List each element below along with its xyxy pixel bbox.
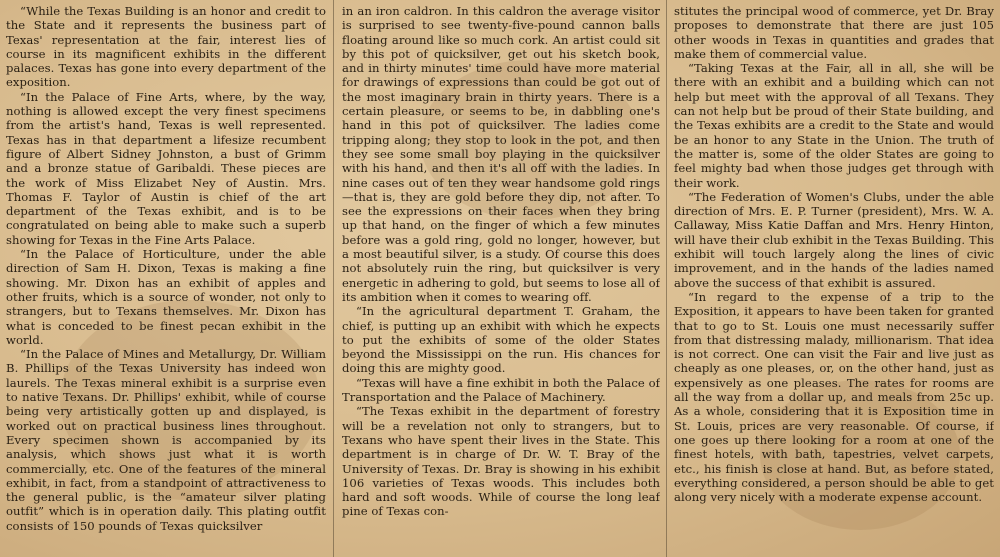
paragraph: “In the Palace of Fine Arts, where, by the way, nothing is allowed except the very finest specimens from the artist's hand, Texas is well represented. Texas has in that department a lifesize recumbent figure of Albert Sidney Johnston, a bust of Grimm and a bronze statue of Garibaldi. These pieces are the work of Miss Elizabet Ney of Austin. Mrs. Thomas F. Taylor of Austin is chief of the art department of the Texas exhibit, and is to be congratulated on being able to make such a superb showing for Texas in the Fine Arts Palace. [6, 89, 326, 247]
paragraph: stitutes the principal wood of commerce, yet Dr. Bray proposes to demonstrate that there are just 105 other woods in Texas in quantities and grades that make them of commercial value. [674, 4, 994, 61]
article-column-2 [342, 4, 660, 554]
paragraph: “In regard to the expense of a trip to the Exposition, it appears to have been taken for granted that to go to St. Louis one must necessarily suffer from that distressing malady, millionarism. That idea is not correct. One can visit the Fair and live just as cheaply as one pleases, or, on the other hand, just as expensively as one pleases. The rates for rooms are all the way from a dollar up, and meals from 25c up. As a whole, considering that it is Exposition time in St. Louis, prices are very reasonable. Of course, if one goes up there looking for a room at one of the finest hotels, with bath, tapestries, velvet carpets, etc., his finish is close at hand. But, as before stated, everything considered, a person should be able to get along very nicely with a moderate expense account. [674, 289, 994, 505]
paragraph: in an iron caldron. In this caldron the average visitor is surprised to see twenty-five-pound cannon balls floating around like so much cork. An artist could sit by this pot of quicksilver, get out his sketch book, and in thirty minutes' time could have more material for drawings of expressions than could be got out of the most imaginary brain in thirty years. There is a certain pleasure, or seems to be, in dabbling one's hand in this pot of quicksilver. The ladies come tripping along; they stop to look in the pot, and then they see some small boy playing in the quicksilver with his hand, and then it's all off with the ladies. In nine cases out of ten they wear handsome gold rings—that is, they are gold before they dip, not after. To see the expressions on their faces when they bring up that hand, on the finger of which a few minutes before was a gold ring, gold no longer, however, but a most beautiful silver, is a study. Of course this does not absolutely ruin the ring, but quicksilver is very energetic in adhering to gold, but seems to lose all of its ambition when it comes to wearing off. [342, 4, 660, 304]
paragraph: “While the Texas Building is an honor and credit to the State and it represents the business part of Texas' representation at the fair, interest lies of course in its magnificent exhibits in the different palaces. Texas has gone into every department of the exposition. [6, 4, 326, 90]
paragraph: “Texas will have a fine exhibit in both the Palace of Transportation and the Palace of Machinery. [342, 375, 660, 405]
paragraph: “The Texas exhibit in the department of forestry will be a revelation not only to strangers, but to Texans who have spent their lives in the State. This department is in charge of Dr. W. T. Bray of the University of Texas. Dr. Bray is showing in his exhibit 106 varieties of Texas woods. This includes both hard and soft woods. While of course the long leaf pine of Texas con- [342, 404, 660, 519]
paragraph: “Taking Texas at the Fair, all in all, she will be there with an exhibit and a building which can not help but meet with the approval of all Texans. They can not help but be proud of their State building, and the Texas exhibits are a credit to the State and would be an honor to any State in the Union. The truth of the matter is, some of the older States are going to feel mighty bad when those judges get through with their work. [674, 61, 994, 190]
article-column-1 [6, 4, 326, 554]
paragraph: “In the Palace of Mines and Metallurgy, Dr. William B. Phillips of the Texas University has indeed won laurels. The Texas mineral exhibit is a surprise even to native Texans. Dr. Phillips' exhibit, while of course being very artistically gotten up and displayed, is worked out on practical business lines throughout. Every specimen shown is accompanied by its analysis, which shows just what it is worth commercially, etc. One of the features of the mineral exhibit, in fact, from a standpoint of attractiveness to the general public, is the “amateur silver plating outfit” which is in operation daily. This plating outfit consists of 150 pounds of Texas quicksilver [6, 347, 326, 533]
paragraph: “In the Palace of Horticulture, under the able direction of Sam H. Dixon, Texas is making a fine showing. Mr. Dixon has an exhibit of apples and other fruits, which is a source of wonder, not only to strangers, but to Texans themselves. Mr. Dixon has what is conceded to be finest pecan exhibit in the world. [6, 247, 326, 347]
article-column-3 [674, 4, 994, 554]
paragraph: “In the agricultural department T. Graham, the chief, is putting up an exhibit with which he expects to put the exhibits of some of the older States beyond the Mississippi on the run. His chances for doing this are mighty good. [342, 304, 660, 376]
paragraph: “The Federation of Women's Clubs, under the able direction of Mrs. E. P. Turner (president), Mrs. W. A. Callaway, Miss Katie Daffan and Mrs. Henry Hinton, will have their club exhibit in the Texas Building. This exhibit will touch largely along the lines of civic improvement, and in the hands of the ladies named above the success of that exhibit is assured. [674, 189, 994, 290]
column-divider [333, 0, 334, 557]
column-divider [666, 0, 667, 557]
